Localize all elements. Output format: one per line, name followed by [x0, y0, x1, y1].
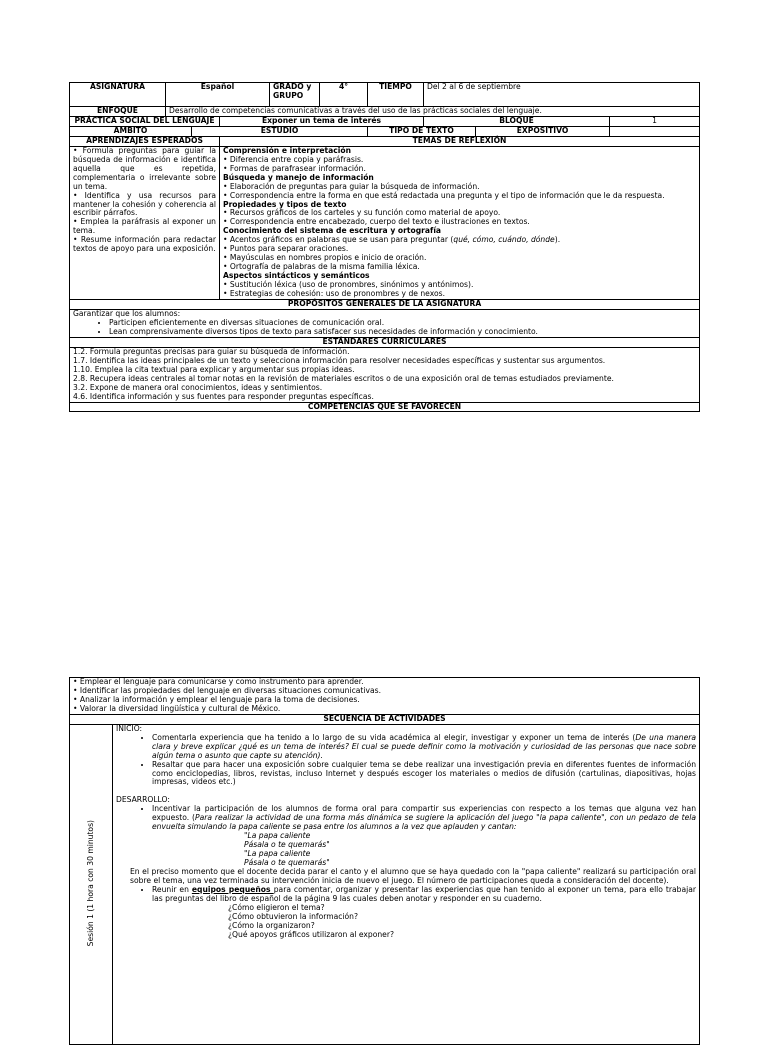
tema-item: • Estrategias de cohesión: uso de pronombres y de nexos.: [223, 289, 445, 299]
competencia-item: • Emplear el lenguaje para comunicarse y como instrumento para aprender.: [73, 677, 364, 686]
propositos-content-row: [70, 309, 700, 337]
tema-item: • Formas de parafrasear información.: [223, 163, 366, 173]
temas-title: TEMAS DE REFLEXIÓN: [220, 136, 700, 146]
propositos-list: [73, 319, 696, 337]
aprendizaje-item: • Resume información para redactar textos de apoyo para una exposición.: [73, 235, 216, 254]
tema-group-title: Conocimiento del sistema de escritura y ortografía: [223, 226, 442, 236]
sesion-label: Sesión 1 (1 hora con 30 minutos): [85, 819, 95, 946]
aprendizaje-item: • Formula preguntas para guiar la búsqueda de información e identifica aquella que es repetida, complementaria o irrelevante sobre un tema.: [73, 145, 216, 191]
estandar-item: 2.8. Recupera ideas centrales al tomar notas en la revisión de materiales escritos o de una exposición oral de temas estudiados previamente.: [73, 373, 614, 383]
competencias-content-row: [70, 678, 700, 715]
desarrollo-label: DESARROLLO:: [116, 795, 170, 805]
secuencia-title: SECUENCIA DE ACTIVIDADES: [70, 714, 700, 724]
ambito-label: AMBITO: [70, 126, 192, 136]
estandares-title-row: [70, 337, 700, 347]
proposito-item: • Lean comprensivamente diversos tipos de texto para satisfacer sus necesidades de información y conocimiento.: [109, 328, 696, 337]
inicio-item: • Resaltar que para hacer una exposición sobre cualquier tema se debe realizar una investigación previa en diferentes fuentes de información como enciclopedias, libros, revistas, incluso Internet y después escoger los materiales o medios de difusión (cartulinas, diapositivas, hojas impresas, videos etc.): [152, 761, 696, 788]
temas-list: [220, 146, 700, 299]
pregunta-item: ¿Qué apoyos gráficos utilizaron al exponer?: [228, 929, 395, 939]
secuencia-title-row: [70, 714, 700, 724]
aprendizajes-title: APRENDIZAJES ESPERADOS: [70, 136, 220, 146]
propositos-intro: Garantizar que los alumnos:: [73, 308, 181, 318]
competencia-item: • Identificar las propiedades del lenguaje en diversas situaciones comunicativas.: [73, 685, 382, 695]
desarrollo-list: [116, 805, 696, 832]
tema-item: • Ortografía de palabras de la misma familia léxica.: [223, 262, 420, 272]
practica-row: [70, 116, 700, 126]
bloque-value: 1: [610, 116, 700, 126]
desarrollo-list-2: [116, 886, 696, 904]
desarrollo-item: • Incentivar la participación de los alumnos de forma oral para compartir sus experiencias con respecto a los temas que alguna vez han expuesto. (Para realizar la actividad de una forma más dinámica se sugiere la aplicación del juego "la papa caliente", con un pedazo de tela envuelta simulando la papa caliente se pasa entre los alumnos a la vez que aplauden y cantan:: [152, 805, 696, 832]
estandar-item: 1.7. Identifica las ideas principales de un texto y selecciona información para resolver necesidades específicas y sustentar sus argumentos.: [73, 355, 606, 365]
aprendizaje-item: • Emplea la paráfrasis al exponer un tema.: [73, 217, 216, 236]
inicio-label: INICIO:: [116, 723, 143, 733]
estandar-item: 4.6. Identifica información y sus fuentes para responder preguntas específicas.: [73, 391, 374, 401]
tema-item: • Diferencia entre copia y paráfrasis.: [223, 154, 364, 164]
propositos-title: PROPÓSITOS GENERALES DE LA ASIGNATURA: [70, 300, 700, 310]
bloque-label: BLOQUE: [424, 116, 610, 126]
ambito-value: ESTUDIO: [192, 126, 368, 136]
song-line: "La papa caliente: [244, 849, 311, 859]
competencias-list: [70, 678, 700, 715]
tema-item: • Mayúsculas en nombres propios e inicio de oración.: [223, 253, 427, 263]
estandar-item: 1.2. Formula preguntas precisas para guiar su búsqueda de información.: [73, 346, 350, 356]
tema-item: • Elaboración de preguntas para guiar la búsqueda de información.: [223, 181, 480, 191]
pregunta-item: ¿Cómo la organizaron?: [228, 920, 315, 930]
tema-item: • Sustitución léxica (uso de pronombres, sinónimos y antónimos).: [223, 280, 474, 290]
tema-item: • Acentos gráficos en palabras que se usan para preguntar (qué, cómo, cuándo, dónde).: [223, 235, 561, 245]
tipo-empty-cell: [610, 126, 700, 136]
enfoque-value: Desarrollo de competencias comunicativas a través del uso de las prácticas sociales del lenguaje.: [166, 107, 700, 117]
sesion-content: [113, 724, 700, 1044]
aprendizajes-content-row: [70, 146, 700, 299]
grado-value: 4°: [320, 83, 368, 107]
tema-group-title: Búsqueda y manejo de información: [223, 172, 374, 182]
estandar-item: 1.10. Emplea la cita textual para explicar y argumentar sus propias ideas.: [73, 364, 355, 374]
aprendizaje-item: • Identifica y usa recursos para mantener la cohesión y coherencia al escribir párrafos.: [73, 190, 216, 218]
competencia-item: • Analizar la información y emplear el lenguaje para la toma de decisiones.: [73, 694, 360, 704]
pregunta-item: ¿Cómo obtuvieron la información?: [228, 911, 359, 921]
enfoque-label: ENFOQUE: [70, 107, 166, 117]
inicio-item: • Comentarla experiencia que ha tenido a lo largo de su vida académica al elegir, investigar y exponer un tema de interés (De una manera clara y breve explicar ¿qué es un tema de interés? El cual se puede definir como la motivación y curiosidad de las personas que nace sobre algún tema o asunto que capte su atención).: [152, 734, 696, 761]
header-row: [70, 83, 700, 107]
tipo-label: TIPO DE TEXTO: [368, 126, 476, 136]
asignatura-label: ASIGNATURA: [70, 83, 166, 107]
practica-label: PRÁCTICA SOCIAL DEL LENGUAJE: [70, 116, 220, 126]
sesion-row: [70, 724, 700, 1044]
competencia-item: • Valorar la diversidad lingüística y cultural de México.: [73, 703, 281, 713]
tema-item: • Recursos gráficos de los carteles y su función como material de apoyo.: [223, 208, 501, 218]
tema-item: • Puntos para separar oraciones.: [223, 244, 349, 254]
planning-table-top: [69, 82, 700, 412]
tipo-value: EXPOSITIVO: [476, 126, 610, 136]
tiempo-value: Del 2 al 6 de septiembre: [424, 83, 700, 107]
competencias-title-row: [70, 402, 700, 412]
estandares-content-row: [70, 347, 700, 402]
pregunta-item: ¿Cómo eligieron el tema?: [228, 902, 325, 912]
propositos-content: [70, 309, 700, 337]
ambito-row: [70, 126, 700, 136]
sesion-cell: [70, 724, 113, 1044]
planning-table-bottom: [69, 677, 700, 1045]
asignatura-value: Español: [166, 83, 270, 107]
song-line: Pásala o te quemarás": [244, 840, 330, 850]
tema-group-title: Propiedades y tipos de texto: [223, 199, 347, 209]
song-line: "La papa caliente: [244, 831, 311, 841]
desarrollo-item: • Reunir en equipos pequeños para comentar, organizar y presentar las experiencias que han tenido al exponer un tema, para ello trabajar las preguntas del libro de español de la página 9 las cuales deben anotar y responder en su cuaderno.: [152, 886, 696, 904]
desarrollo-paragraph: En el preciso momento que el docente decida parar el canto y el alumno que se haya quedado con la "papa caliente" realizará su participación oral sobre el tema, una vez terminada su intervención inicia de nuevo el juego. El número de participaciones queda a consideración del docente).: [130, 867, 697, 886]
tema-item: • Correspondencia entre la forma en que está redactada una pregunta y el tipo de información que le da respuesta.: [223, 190, 665, 200]
competencias-title: COMPETENCIAS QUE SE FAVORECEN: [70, 402, 700, 412]
aprendizajes-list: [70, 146, 220, 299]
tema-group-title: Comprensión e interpretación: [223, 145, 351, 155]
practica-value: Exponer un tema de interés: [220, 116, 424, 126]
estandares-title: ESTÁNDARES CURRICULARES: [70, 337, 700, 347]
song-line: Pásala o te quemarás": [244, 858, 330, 868]
tema-group-title: Aspectos sintácticos y semánticos: [223, 271, 370, 281]
propositos-title-row: [70, 300, 700, 310]
enfoque-row: [70, 107, 700, 117]
grado-label: GRADO y GRUPO: [270, 83, 320, 107]
tema-item: • Correspondencia entre encabezado, cuerpo del texto e ilustraciones en textos.: [223, 217, 530, 227]
proposito-item: • Participen eficientemente en diversas situaciones de comunicación oral.: [109, 319, 696, 328]
estandares-list: [70, 347, 700, 402]
aprendizajes-title-row: [70, 136, 700, 146]
inicio-list: [116, 734, 696, 788]
tiempo-label: TIEMPO: [368, 83, 424, 107]
estandar-item: 3.2. Expone de manera oral conocimientos, ideas y sentimientos.: [73, 382, 323, 392]
